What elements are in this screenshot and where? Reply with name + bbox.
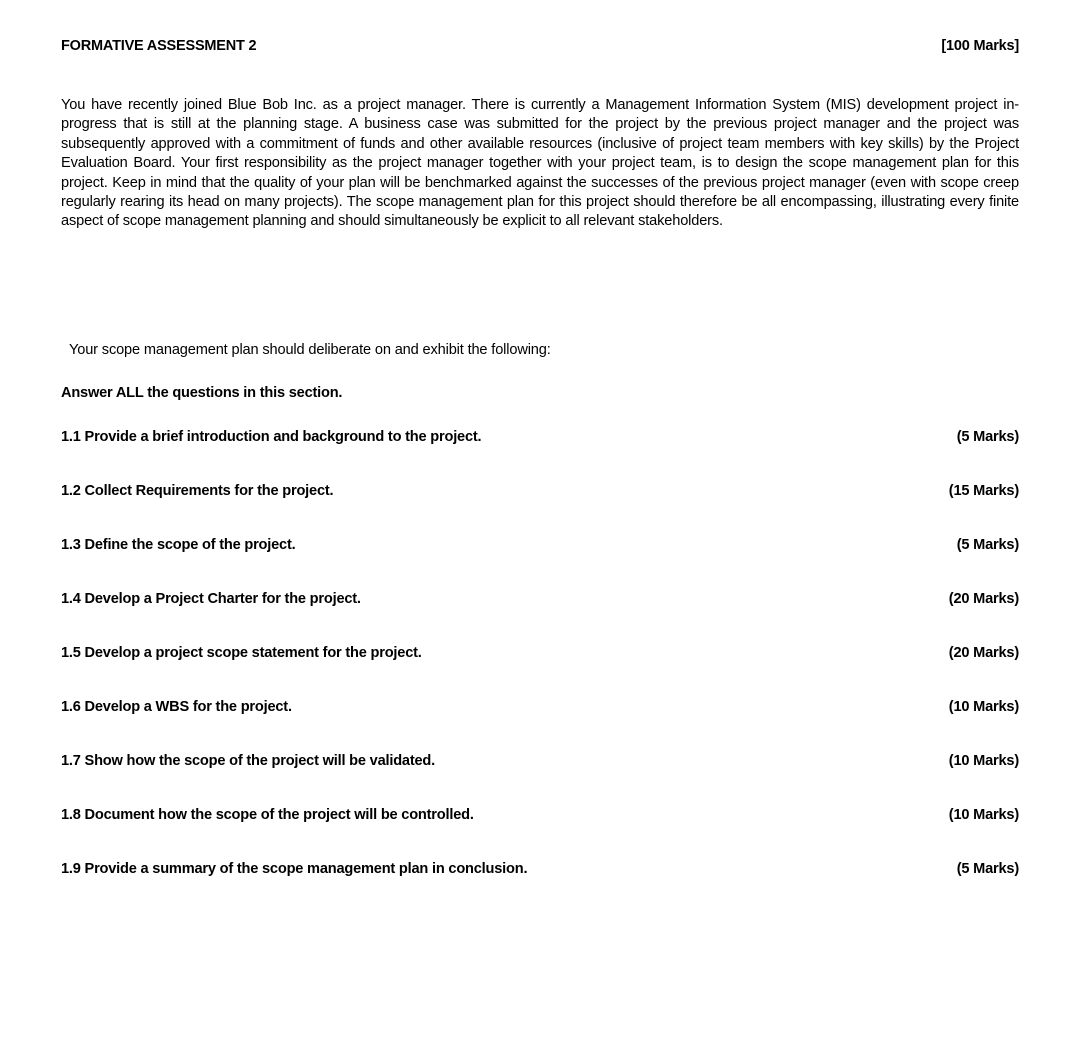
- question-row: [61, 645, 1019, 661]
- lead-text: Your scope management plan should deliberate on and exhibit the following:: [69, 342, 551, 358]
- header-row: [61, 38, 1019, 54]
- question-marks: (20 Marks): [948, 645, 1019, 661]
- question-text: 1.6 Develop a WBS for the project.: [61, 699, 292, 715]
- question-text: 1.2 Collect Requirements for the project.: [61, 483, 334, 499]
- question-marks: (5 Marks): [956, 861, 1019, 877]
- question-marks: (10 Marks): [948, 753, 1019, 769]
- intro-paragraph: You have recently joined Blue Bob Inc. as a project manager. There is currently a Management Information System (MIS) development project in-progress that is still at the planning stage. A business case was submitted for the project by the previous project manager and the project was subsequently approved with a commitment of funds and other available resources (inclusive of project team members with key skills) by the Project Evaluation Board. Your first responsibility as the project manager together with your project team, is to design the scope management plan for this project. Keep in mind that the quality of your plan will be benchmarked against the successes of the previous project manager (even with scope creep regularly rearing its head on many projects). The scope management plan for this project should therefore be all encompassing, illustrating every finite aspect of scope management planning and should simultaneously be explicit to all relevant stakeholders.: [61, 97, 1019, 230]
- question-row: [61, 753, 1019, 769]
- question-marks: (20 Marks): [948, 591, 1019, 607]
- question-text: 1.5 Develop a project scope statement for the project.: [61, 645, 422, 661]
- question-row: [61, 429, 1019, 445]
- question-text: 1.1 Provide a brief introduction and background to the project.: [61, 429, 482, 445]
- question-text: 1.9 Provide a summary of the scope management plan in conclusion.: [61, 861, 528, 877]
- question-marks: (5 Marks): [956, 429, 1019, 445]
- instruction-text: Answer ALL the questions in this section.: [61, 385, 343, 401]
- total-marks: [100 Marks]: [941, 38, 1019, 54]
- question-row: [61, 591, 1019, 607]
- page-title: FORMATIVE ASSESSMENT 2: [61, 38, 257, 54]
- question-row: [61, 807, 1019, 823]
- question-marks: (10 Marks): [948, 807, 1019, 823]
- question-marks: (15 Marks): [948, 483, 1019, 499]
- question-text: 1.7 Show how the scope of the project will be validated.: [61, 753, 435, 769]
- question-marks: (10 Marks): [948, 699, 1019, 715]
- question-row: [61, 537, 1019, 553]
- question-text: 1.8 Document how the scope of the project will be controlled.: [61, 807, 474, 823]
- question-text: 1.3 Define the scope of the project.: [61, 537, 296, 553]
- question-row: [61, 483, 1019, 499]
- question-text: 1.4 Develop a Project Charter for the project.: [61, 591, 361, 607]
- question-marks: (5 Marks): [956, 537, 1019, 553]
- question-row: [61, 861, 1019, 877]
- question-row: [61, 699, 1019, 715]
